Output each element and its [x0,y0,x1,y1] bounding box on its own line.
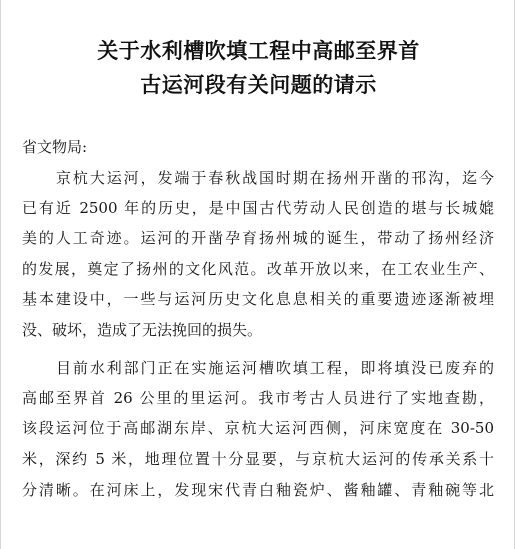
paragraph-1-line-4: 的发展，奠定了扬州的文化风范。改革开放以来，在工农业生产、 [22,260,494,278]
paragraph-1-line-5: 基本建设中，一些与运河历史文化息息相关的重要遗迹逐渐被埋 [22,290,494,308]
paragraph-2-line-3: 该段运河位于高邮湖东岸、京杭大运河西侧，河床宽度在 30-50 [22,419,494,437]
paragraph-1-line-6: 没、破坏，造成了无法挽回的损失。 [22,321,263,339]
paragraph-2-line-2: 高邮至界首 26 公里的里运河。我市考古人员进行了实地查勘， [22,389,494,407]
paragraph-2-line-1: 目前水利部门正在实施运河槽吹填工程，即将填没已废弃的 [56,359,494,377]
salutation: 省文物局: [22,138,88,156]
paragraph-2-line-5: 分清晰。在河床上，发现宋代青白釉瓷炉、酱釉罐、青釉碗等北 [22,481,494,499]
paragraph-2-line-4: 米，深约 5 米，地理位置十分显要，与京杭大运河的传承关系十 [22,450,494,468]
document-title-line-1: 关于水利槽吹填工程中高邮至界首 [97,39,420,63]
paragraph-1-line-1: 京杭大运河，发端于春秋战国时期在扬州开凿的邗沟，迄今 [56,169,494,187]
document-title-line-2: 古运河段有关问题的请示 [140,73,377,97]
paragraph-1-line-3: 美的人工奇迹。运河的开凿孕育扬州城的诞生，带动了扬州经济 [22,229,494,247]
paragraph-1-line-2: 已有近 2500 年的历史，是中国古代劳动人民创造的堪与长城媲 [22,199,494,217]
